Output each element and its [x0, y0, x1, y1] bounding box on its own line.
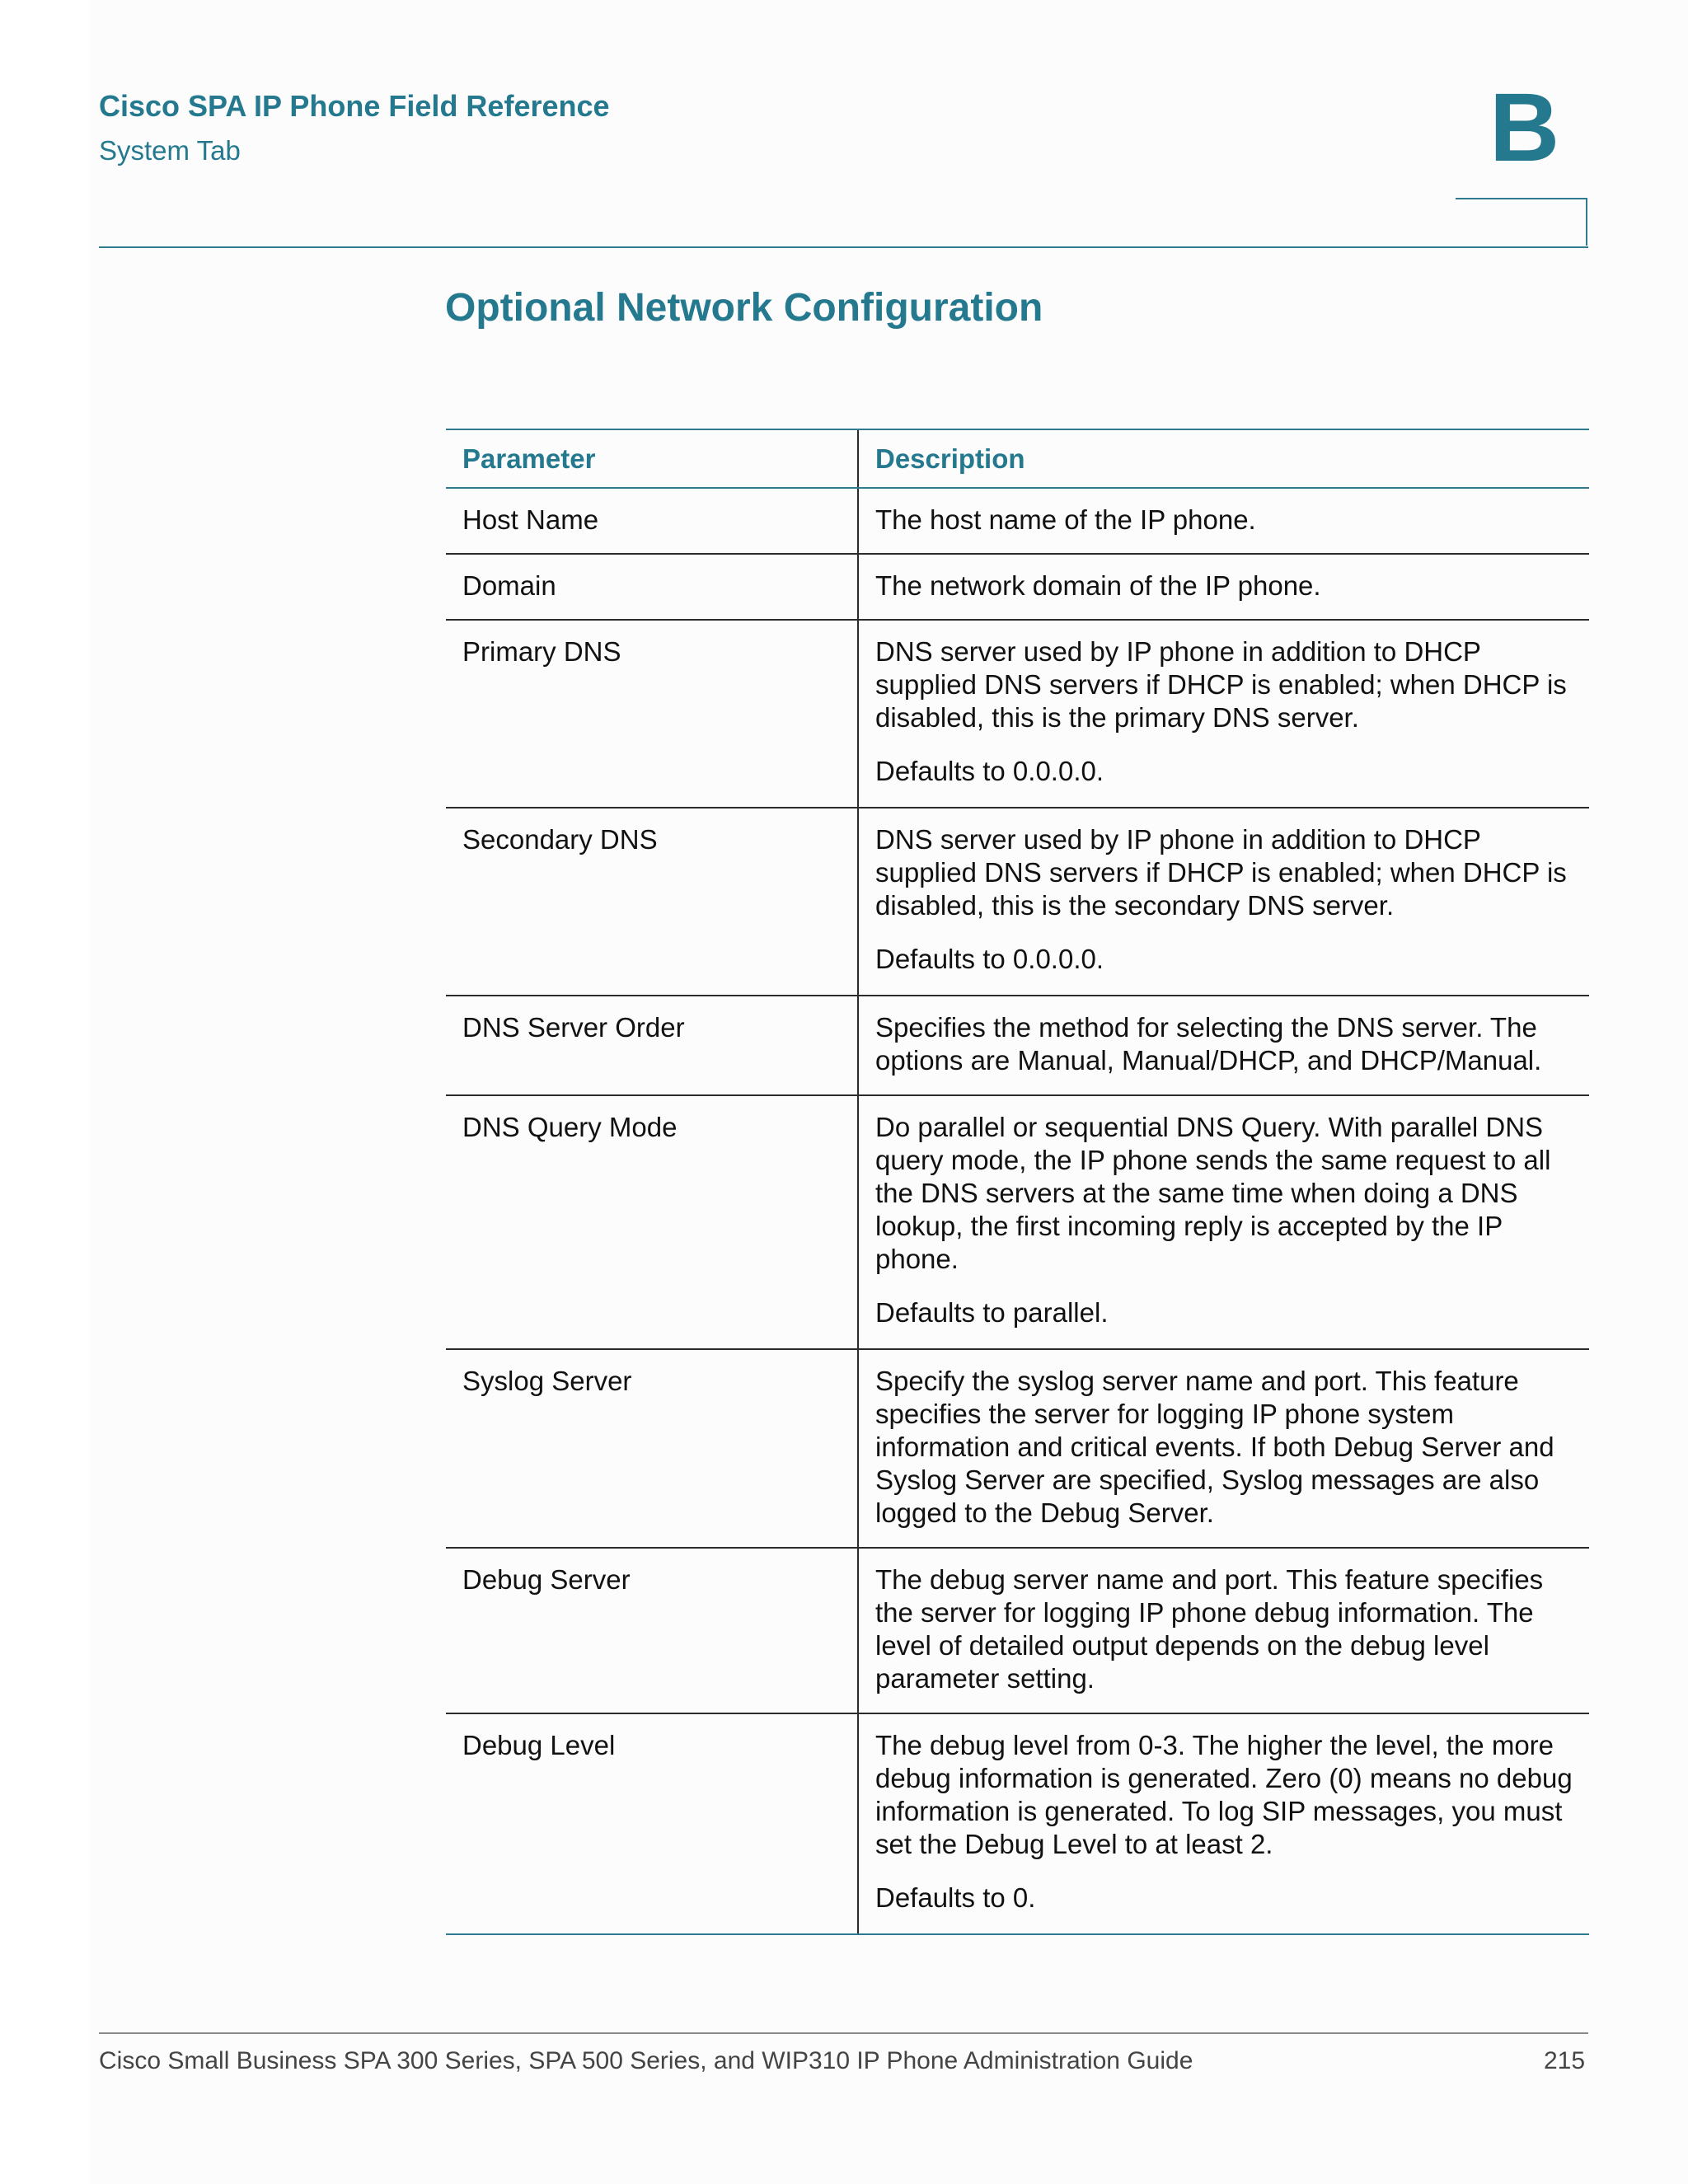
table-header-row — [446, 429, 1589, 489]
parameter-cell: Secondary DNS — [446, 808, 859, 995]
description-cell — [859, 1714, 1589, 1933]
table-row — [446, 1714, 1589, 1935]
description-cell — [859, 489, 1589, 553]
header-rule — [99, 246, 1588, 248]
table-row — [446, 555, 1589, 621]
table-row — [446, 1549, 1589, 1714]
header-subtitle: System Tab — [99, 135, 241, 166]
table-row — [446, 996, 1589, 1096]
parameter-table — [446, 429, 1589, 1935]
table-row — [446, 1350, 1589, 1549]
section-title: Optional Network Configuration — [445, 286, 1043, 330]
description-text: DNS server used by IP phone in addition to DHCP supplied DNS servers if DHCP is enabled; when DHCP is disabled, this is the secondary DNS server. — [875, 824, 1567, 921]
description-text: Do parallel or sequential DNS Query. With parallel DNS query mode, the IP phone sends the same request to all the DNS servers at the same time when doing a DNS lookup, the first incoming reply is accepted by the IP phone. — [875, 1112, 1551, 1274]
description-cell — [859, 621, 1589, 807]
description-cell — [859, 996, 1589, 1094]
description-cell — [859, 555, 1589, 619]
table-row — [446, 621, 1589, 808]
description-text: Specify the syslog server name and port. This feature specifies the server for logging IP phone system information and critical events. If both Debug Server and Syslog Server are specified, Syslog messages are also logged to the Debug Server. — [875, 1366, 1554, 1528]
parameter-cell: Syslog Server — [446, 1350, 859, 1547]
footer-text: Cisco Small Business SPA 300 Series, SPA 500 Series, and WIP310 IP Phone Administration Guide — [99, 2047, 1193, 2074]
description-cell — [859, 1350, 1589, 1547]
column-header-description: Description — [875, 443, 1025, 474]
description-text: Specifies the method for selecting the DNS server. The options are Manual, Manual/DHCP, and DHCP/Manual. — [875, 1012, 1542, 1076]
description-text: The debug server name and port. This feature specifies the server for logging IP phone debug information. The level of detailed output depends on the debug level parameter setting. — [875, 1564, 1544, 1694]
chapter-tab-box — [1456, 198, 1587, 246]
parameter-cell: Debug Server — [446, 1549, 859, 1713]
table-row — [446, 808, 1589, 996]
description-text: The debug level from 0-3. The higher the level, the more debug information is generated. Zero (0) means no debug information is generated. To log SIP messages, you must set the Debug Level to at least 2. — [875, 1730, 1573, 1859]
description-default: Defaults to 0.0.0.0. — [875, 756, 1104, 786]
footer-rule — [99, 2032, 1588, 2034]
parameter-cell: DNS Query Mode — [446, 1096, 859, 1348]
description-text: The network domain of the IP phone. — [875, 570, 1321, 601]
description-text: The host name of the IP phone. — [875, 504, 1256, 535]
parameter-cell: DNS Server Order — [446, 996, 859, 1094]
table-row — [446, 1096, 1589, 1350]
page-margin — [0, 0, 89, 2184]
description-cell — [859, 1549, 1589, 1713]
chapter-letter: B — [1489, 73, 1560, 182]
description-text: DNS server used by IP phone in addition to DHCP supplied DNS servers if DHCP is enabled; when DHCP is disabled, this is the primary DNS server. — [875, 636, 1567, 733]
table-row — [446, 489, 1589, 555]
parameter-cell: Primary DNS — [446, 621, 859, 807]
column-header-parameter: Parameter — [446, 430, 859, 487]
description-default: Defaults to 0.0.0.0. — [875, 944, 1104, 974]
parameter-cell: Debug Level — [446, 1714, 859, 1933]
description-cell — [859, 808, 1589, 995]
parameter-cell: Domain — [446, 555, 859, 619]
parameter-cell: Host Name — [446, 489, 859, 553]
header-title: Cisco SPA IP Phone Field Reference — [99, 89, 610, 123]
description-cell — [859, 1096, 1589, 1348]
description-default: Defaults to 0. — [875, 1882, 1036, 1913]
page-number: 215 — [1544, 2047, 1586, 2074]
description-default: Defaults to parallel. — [875, 1297, 1109, 1328]
